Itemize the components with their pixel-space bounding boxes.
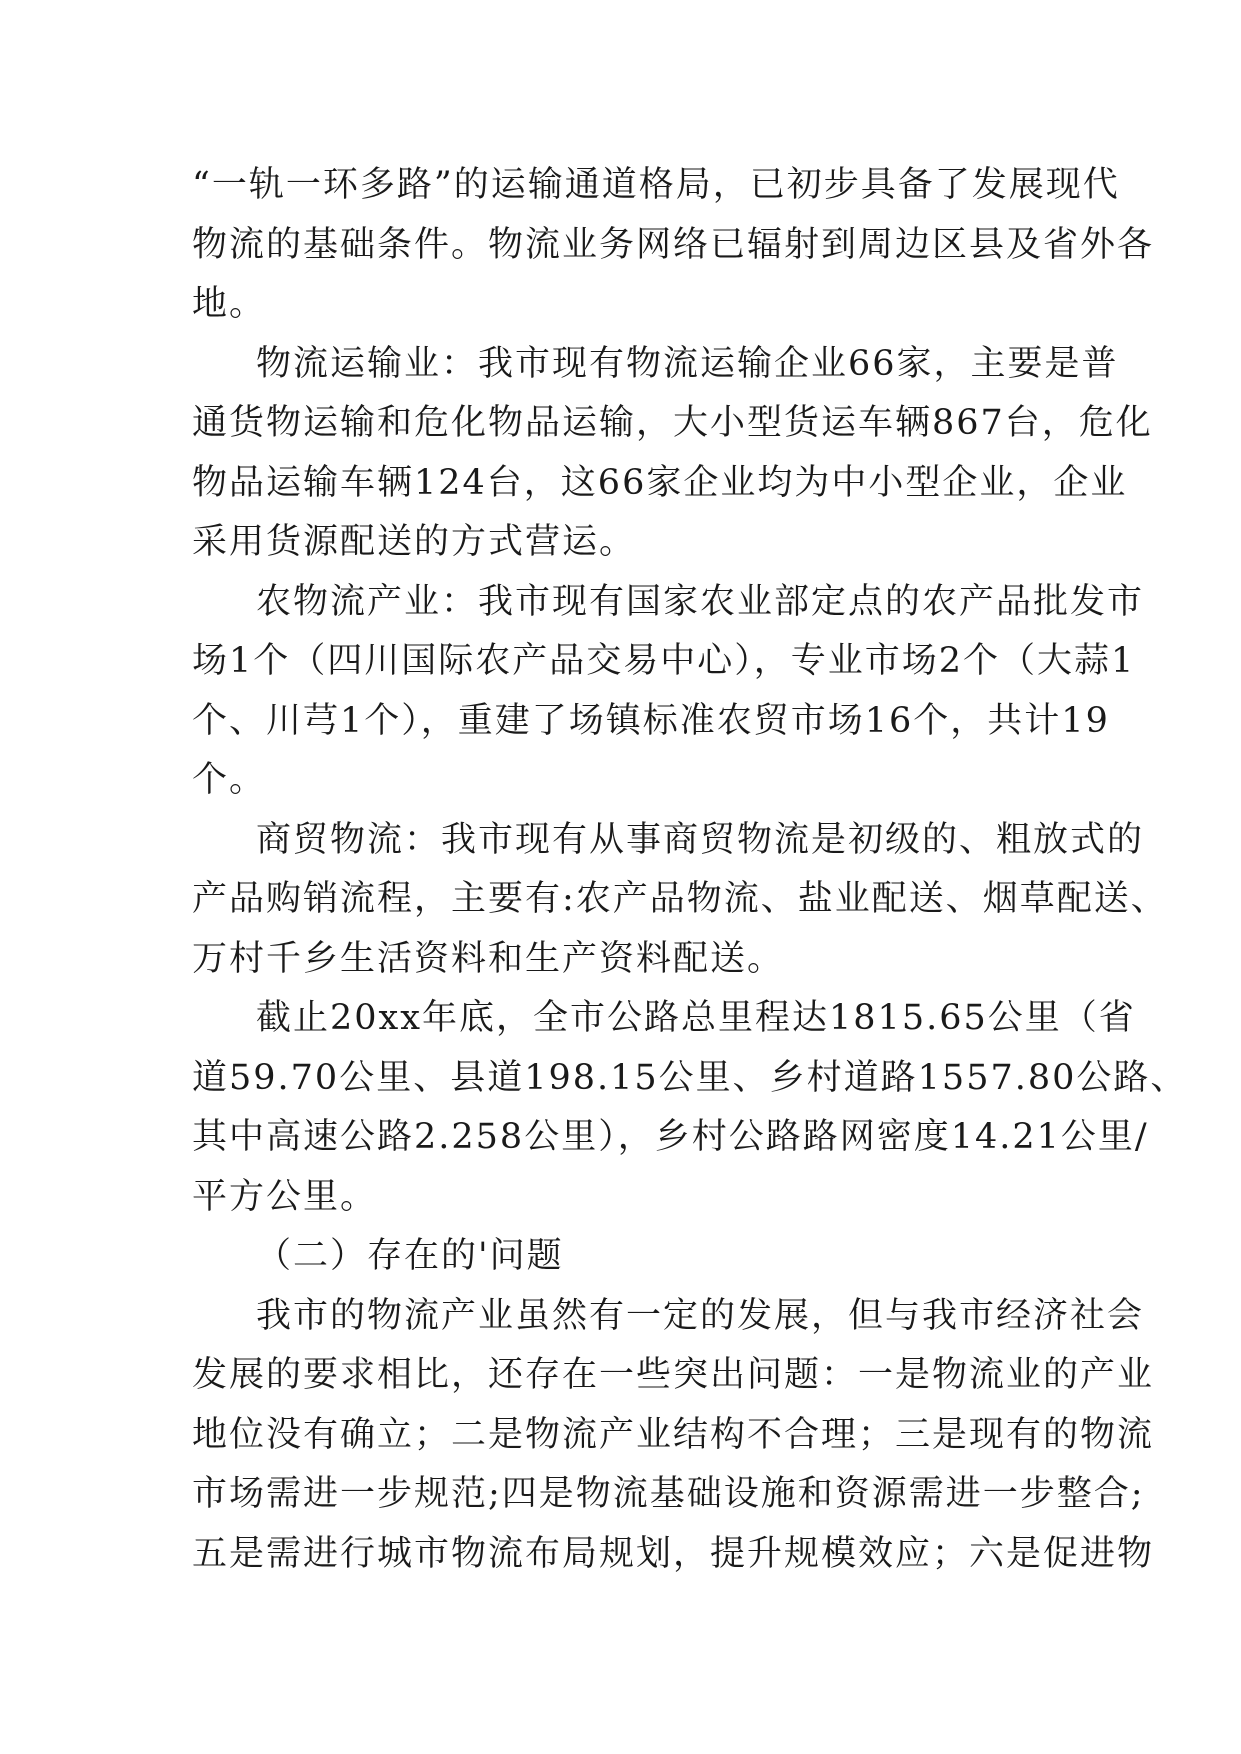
text-line: 采用货源配送的方式营运。 [192, 522, 637, 562]
text-line: 五是需进行城市物流布局规划，提升规模效应；六是促进物 [192, 1533, 1155, 1574]
text-line: 场1个（四川国际农产品交易中心），专业市场2个（大蒜1 [192, 641, 1136, 681]
section-heading: （二）存在的'问题 [256, 1236, 564, 1276]
paragraph-start-line: 农物流产业：我市现有国家农业部定点的农产品批发市 [256, 581, 1145, 622]
text-line: 发展的要求相比，还存在一些突出问题：一是物流业的产业 [192, 1355, 1155, 1395]
paragraph-start-line: 我市的物流产业虽然有一定的发展，但与我市经济社会 [256, 1295, 1145, 1336]
text-line: “一轨一环多路”的运输通道格局，已初步具备了发展现代 [192, 165, 1120, 205]
text-line: 道59.70公里、县道198.15公里、乡村道路1557.80公路、 [192, 1057, 1188, 1098]
paragraph-start-line: 物流运输业：我市现有物流运输企业66家，主要是普 [256, 343, 1119, 384]
text-line: 产品购销流程，主要有:农产品物流、盐业配送、烟草配送、 [192, 879, 1168, 919]
text-line: 平方公里。 [192, 1176, 378, 1217]
text-line: 物品运输车辆124台，这66家企业均为中小型企业，企业 [192, 462, 1128, 503]
text-line: 万村千乡生活资料和生产资料配送。 [192, 938, 785, 979]
text-line: 通货物运输和危化物品运输，大小型货运车辆867台，危化 [192, 403, 1153, 443]
text-line: 个、川芎1个），重建了场镇标准农贸市场16个，共计19 [192, 700, 1110, 741]
paragraph-start-line: 截止20xx年底，全市公路总里程达1815.65公里（省 [256, 998, 1136, 1038]
text-line: 物流的基础条件。物流业务网络已辐射到周边区县及省外各 [192, 224, 1155, 265]
text-line: 个。 [192, 760, 267, 800]
text-line: 地位没有确立；二是物流产业结构不合理；三是现有的物流 [192, 1414, 1155, 1455]
text-line: 地。 [192, 284, 267, 324]
text-line: 其中高速公路2.258公里），乡村公路路网密度14.21公里/ [192, 1117, 1149, 1157]
document-body [192, 156, 1188, 1584]
paragraph-start-line: 商贸物流：我市现有从事商贸物流是初级的、粗放式的 [256, 819, 1145, 860]
text-line: 市场需进一步规范;四是物流基础设施和资源需进一步整合; [192, 1474, 1145, 1514]
